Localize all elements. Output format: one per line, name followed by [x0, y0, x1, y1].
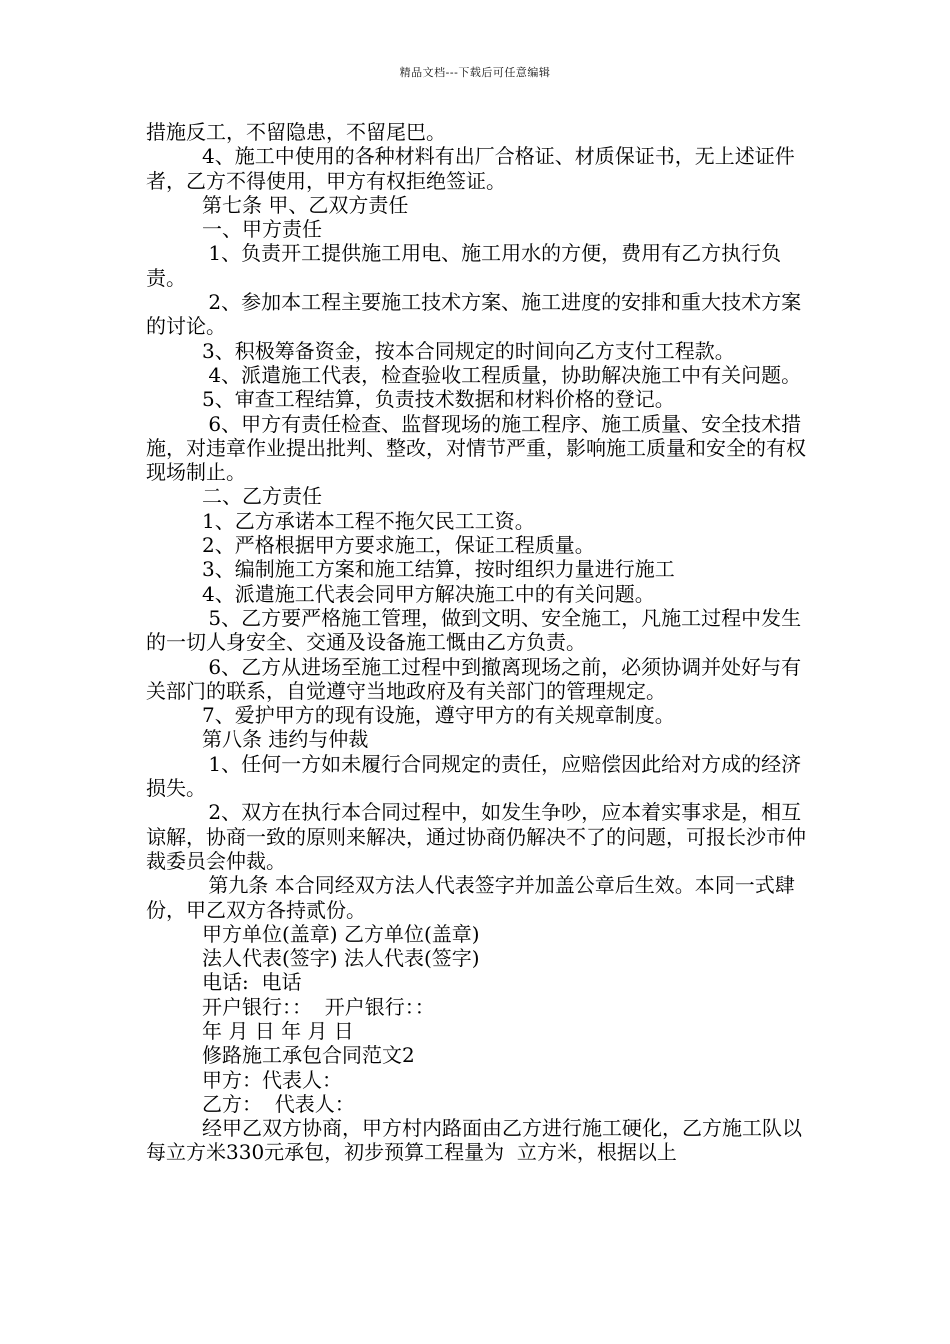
page-header: 精品文档---下载后可任意编辑: [399, 66, 551, 79]
phone-line: 电话: 电话: [202, 970, 302, 995]
section-heading-9: 第九条 本合同经双方法人代表签字并加盖公章后生效。本同一式肆份，甲乙双方各持贰份。: [146, 873, 795, 922]
paragraph-5: 2、参加本工程主要施工技术方案、施工进度的安排和重大技术方案的讨论。: [146, 290, 802, 339]
document-subtitle: 修路施工承包合同范文2: [202, 1043, 415, 1068]
paragraph-9: 6、甲方有责任检查、监督现场的施工程序、施工质量、安全技术措施，对违章作业提出批判、整改，对情节严重，影响施工质量和安全的有权现场制止。: [146, 411, 806, 485]
party-b-line: 乙方： 代表人：: [202, 1091, 355, 1116]
paragraph-4: 1、负责开工提供施工用电、施工用水的方便，费用有乙方执行负责。: [146, 241, 782, 290]
paragraph-16: 6、乙方从进场至施工过程中到撤离现场之前，必须协调并处好与有关部门的联系，自觉遵守当地政府及有关部门的管理规定。: [146, 654, 802, 703]
section-heading-8: 第八条 违约与仲裁: [202, 727, 369, 752]
paragraph-15: 5、乙方要严格施工管理，做到文明、安全施工，凡施工过程中发生的一切人身安全、交通及设备施工慨由乙方负责。: [146, 605, 802, 655]
paragraph-17: 7、爱护甲方的现有设施，遵守甲方的有关规章制度。: [202, 703, 675, 728]
subsection-heading-party-a: 一、甲方责任: [202, 217, 322, 242]
paragraph-14: 4、派遣施工代表会同甲方解决施工中的有关问题。: [202, 581, 655, 606]
paragraph-8: 5、审查工程结算，负责技术数据和材料价格的登记。: [202, 387, 675, 412]
paragraph-0: 措施反工，不留隐患，不留尾巴。: [146, 120, 446, 144]
paragraph-1: 4、施工中使用的各种材料有出厂合格证、材质保证书，无上述证件者，乙方不得使用，甲方有权拒绝签证。: [146, 144, 795, 193]
party-a-line: 甲方：代表人：: [202, 1067, 342, 1092]
paragraph-12: 2、严格根据甲方要求施工，保证工程质量。: [202, 533, 595, 558]
document-body: [146, 120, 814, 1165]
paragraph-7: 4、派遣施工代表，检查验收工程质量，协助解决施工中有关问题。: [202, 362, 802, 387]
bank-line: 开户银行：： 开户银行：：: [202, 994, 435, 1019]
paragraph-11: 1、乙方承诺本工程不拖欠民工工资。: [202, 508, 535, 533]
subsection-heading-party-b: 二、乙方责任: [202, 484, 322, 509]
paragraph-6: 3、积极筹备资金，按本合同规定的时间向乙方支付工程款。: [202, 338, 735, 363]
section-heading-7: 第七条 甲、乙双方责任: [202, 192, 409, 217]
date-line: 年 月 日 年 月 日: [202, 1018, 354, 1043]
paragraph-19: 1、任何一方如未履行合同规定的责任，应赔偿因此给对方成的经济损失。: [146, 751, 802, 801]
paragraph-30: 经甲乙双方协商，甲方村内路面由乙方进行施工硬化，乙方施工队以每立方米330元承包，初步预算工程量为 立方米，根据以上: [146, 1116, 802, 1165]
signature-unit-line: 甲方单位(盖章) 乙方单位(盖章): [202, 921, 480, 946]
paragraph-20: 2、双方在执行本合同过程中，如发生争吵，应本着实事求是，相互谅解，协商一致的原则来解决，通过协商仍解决不了的问题，可报长沙市仲裁委员会仲裁。: [146, 800, 806, 873]
signature-rep-line: 法人代表(签字) 法人代表(签字): [202, 946, 480, 971]
paragraph-13: 3、编制施工方案和施工结算，按时组织力量进行施工: [202, 557, 675, 582]
